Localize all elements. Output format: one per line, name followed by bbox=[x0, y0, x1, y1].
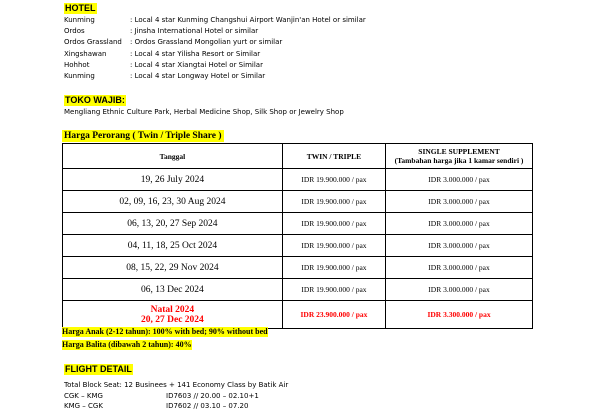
table-row bbox=[63, 213, 533, 235]
header-single-line2: (Tambahan harga jika 1 kamar sendiri ) bbox=[394, 156, 524, 165]
natal-date-cell bbox=[63, 301, 283, 329]
flight-details bbox=[64, 380, 288, 412]
flight-heading: FLIGHT DETAIL bbox=[65, 364, 132, 374]
natal-single-price: IDR 3.300.000 / pax bbox=[386, 301, 533, 329]
natal-date-line2: 20, 27 Dec 2024 bbox=[141, 314, 204, 325]
hotel-city: Kunming bbox=[64, 72, 95, 81]
price-title: Harga Perorang ( Twin / Triple Share ) bbox=[64, 131, 222, 141]
child-price-note: Harga Anak (2-12 tahun): 100% with bed; 90% without bed bbox=[62, 327, 268, 336]
natal-date-line1: Natal 2024 bbox=[150, 304, 195, 315]
date-cell: 06, 13 Dec 2024 bbox=[63, 279, 283, 301]
hotel-city: Ordos bbox=[64, 27, 85, 36]
single-price-cell: IDR 3.000.000 / pax bbox=[386, 169, 533, 191]
twin-price-cell: IDR 19.900.000 / pax bbox=[282, 257, 385, 279]
flight-number: ID7602 // 03.10 – 07.20 bbox=[166, 402, 249, 410]
flight-route: KMG – CGK bbox=[64, 402, 103, 410]
hotel-row bbox=[64, 60, 366, 71]
hotel-desc: : Local 4 star Longway Hotel or Similar bbox=[130, 72, 266, 81]
date-cell: 19, 26 July 2024 bbox=[63, 169, 283, 191]
date-cell: 04, 11, 18, 25 Oct 2024 bbox=[63, 235, 283, 257]
table-row bbox=[63, 191, 533, 213]
flight-row bbox=[64, 391, 288, 402]
table-row bbox=[63, 235, 533, 257]
date-cell: 08, 15, 22, 29 Nov 2024 bbox=[63, 257, 283, 279]
table-row bbox=[63, 169, 533, 191]
toko-heading: TOKO WAJIB: bbox=[65, 95, 125, 105]
single-price-cell: IDR 3.000.000 / pax bbox=[386, 279, 533, 301]
table-row bbox=[63, 257, 533, 279]
hotel-list bbox=[64, 15, 366, 82]
hotel-desc: : Jinsha International Hotel or similar bbox=[130, 27, 259, 36]
date-cell: 06, 13, 20, 27 Sep 2024 bbox=[63, 213, 283, 235]
hotel-row bbox=[64, 71, 366, 82]
twin-price-cell: IDR 19.900.000 / pax bbox=[282, 191, 385, 213]
hotel-row bbox=[64, 37, 366, 48]
flight-route: CGK – KMG bbox=[64, 391, 103, 400]
flight-number: ID7603 // 20.00 – 02.10+1 bbox=[166, 391, 259, 400]
single-price-cell: IDR 3.000.000 / pax bbox=[386, 235, 533, 257]
header-single bbox=[386, 144, 533, 169]
price-header-row bbox=[63, 144, 533, 169]
twin-price-cell: IDR 19.900.000 / pax bbox=[282, 235, 385, 257]
twin-price-cell: IDR 19.900.000 / pax bbox=[282, 213, 385, 235]
natal-twin-price: IDR 23.900.000 / pax bbox=[282, 301, 385, 329]
twin-price-cell: IDR 19.900.000 / pax bbox=[282, 279, 385, 301]
hotel-desc: : Local 4 star Xiangtai Hotel or Similar bbox=[130, 60, 263, 69]
hotel-city: Ordos Grassland bbox=[64, 38, 122, 47]
hotel-desc: : Local 4 star Yilisha Resort or Similar bbox=[130, 49, 261, 58]
single-price-cell: IDR 3.000.000 / pax bbox=[386, 191, 533, 213]
hotel-city: Kunming bbox=[64, 16, 95, 24]
table-row bbox=[63, 279, 533, 301]
header-tanggal: Tanggal bbox=[63, 144, 283, 169]
hotel-city: Xingshawan bbox=[64, 49, 107, 58]
hotel-city: Hohhot bbox=[64, 60, 90, 69]
header-single-line1: SINGLE SUPPLEMENT bbox=[418, 147, 500, 156]
single-price-cell: IDR 3.000.000 / pax bbox=[386, 257, 533, 279]
hotel-row bbox=[64, 49, 366, 60]
infant-price-note: Harga Balita (dibawah 2 tahun): 40% bbox=[62, 340, 192, 349]
hotel-row bbox=[64, 26, 366, 37]
hotel-desc: : Ordos Grassland Mongolian yurt or similar bbox=[130, 38, 283, 47]
price-table bbox=[62, 143, 533, 329]
table-row-natal bbox=[63, 301, 533, 329]
header-twin: TWIN / TRIPLE bbox=[282, 144, 385, 169]
single-price-cell: IDR 3.000.000 / pax bbox=[386, 213, 533, 235]
twin-price-cell: IDR 19.900.000 / pax bbox=[282, 169, 385, 191]
date-cell: 02, 09, 16, 23, 30 Aug 2024 bbox=[63, 191, 283, 213]
hotel-heading: HOTEL bbox=[65, 3, 96, 13]
flight-block-seat: Total Block Seat: 12 Businees + 141 Economy Class by Batik Air bbox=[64, 381, 289, 389]
hotel-desc: : Local 4 star Kunming Changshui Airport Wanjin'an Hotel or similar bbox=[130, 16, 366, 24]
hotel-row bbox=[64, 15, 366, 26]
toko-text: Mengliang Ethnic Culture Park, Herbal Medicine Shop, Silk Shop or Jewelry Shop bbox=[64, 108, 344, 116]
